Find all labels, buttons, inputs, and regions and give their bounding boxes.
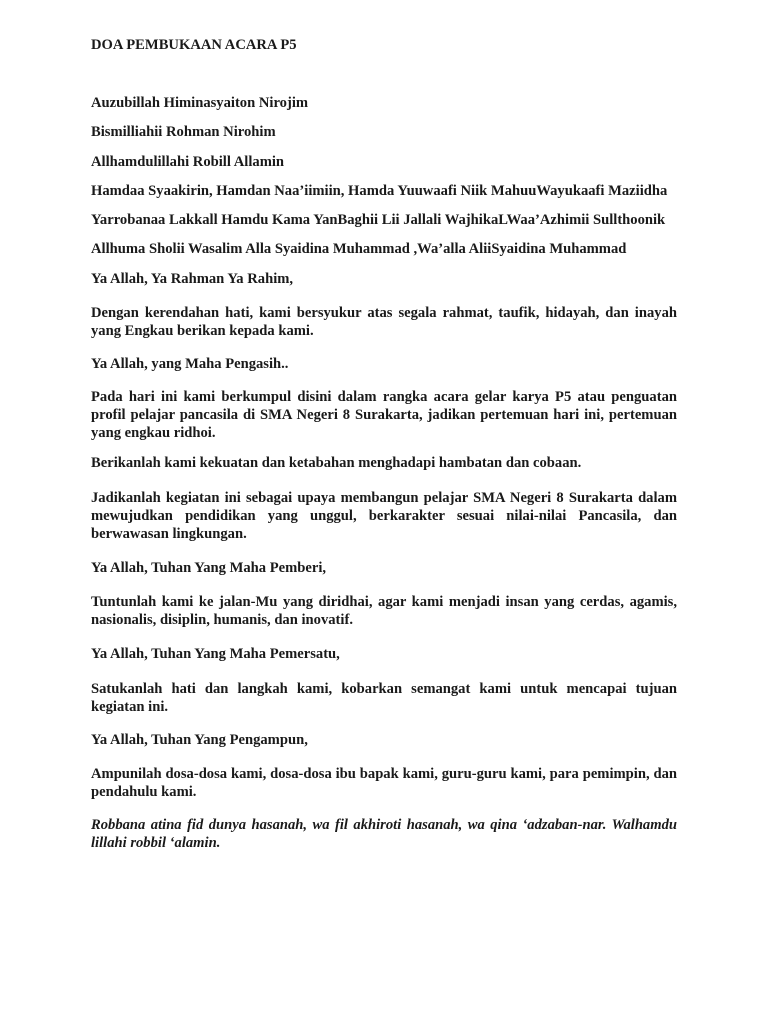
paragraph-kekuatan: Berikanlah kami kekuatan dan ketabahan menghadapi hambatan dan cobaan. [91, 455, 582, 471]
paragraph-yarrobanaa: Yarrobanaa Lakkall Hamdu Kama YanBaghii Lii Jallali WajhikaLWaa’Azhimii Sullthoonik [91, 212, 666, 228]
paragraph-maha-pemersatu: Ya Allah, Tuhan Yang Maha Pemersatu, [91, 646, 340, 662]
paragraph-auzubillah: Auzubillah Himinasyaiton Nirojim [91, 95, 309, 111]
paragraph-kegiatan: Jadikanlah kegiatan ini sebagai upaya membangun pelajar SMA Negeri 8 Surakarta dalam mewujudkan pendidikan yang unggul, berkarakter sesuai nilai-nilai Pancasila, dan berwawasan lingkungan. [91, 490, 677, 542]
paragraph-alhamdulillah: Allhamdulillahi Robill Allamin [91, 154, 285, 170]
paragraph-pengampun: Ya Allah, Tuhan Yang Pengampun, [91, 732, 308, 748]
paragraph-bismillah: Bismilliahii Rohman Nirohim [91, 124, 276, 140]
document-title: DOA PEMBUKAAN ACARA P5 [91, 37, 297, 53]
paragraph-hamdaa: Hamdaa Syaakirin, Hamdan Naa’iimiin, Hamda Yuuwaafi Niik MahuuWayukaafi Maziidha [91, 183, 668, 199]
document-body [91, 36, 677, 852]
paragraph-hari-ini: Pada hari ini kami berkumpul disini dalam rangka acara gelar karya P5 atau penguatan profil pelajar pancasila di SMA Negeri 8 Surakarta, jadikan pertemuan hari ini, pertemuan yang engkau ridhoi. [91, 389, 677, 441]
paragraph-tuntunlah: Tuntunlah kami ke jalan-Mu yang diridhai, agar kami menjadi insan yang cerdas, agamis, nasionalis, disiplin, humanis, dan inovatif. [91, 594, 677, 628]
paragraph-satukanlah: Satukanlah hati dan langkah kami, kobarkan semangat kami untuk mencapai tujuan kegiatan ini. [91, 681, 677, 715]
paragraph-sholawat: Allhuma Sholii Wasalim Alla Syaidina Muhammad ,Wa’alla AliiSyaidina Muhammad [91, 241, 627, 257]
paragraph-robbana: Robbana atina fid dunya hasanah, wa fil akhiroti hasanah, wa qina ‘adzaban-nar. Walhamdu lillahi robbil ‘alamin. [91, 817, 677, 851]
paragraph-ampunilah: Ampunilah dosa-dosa kami, dosa-dosa ibu bapak kami, guru-guru kami, para pemimpin, dan pendahulu kami. [91, 766, 677, 800]
paragraph-kerendahan-hati: Dengan kerendahan hati, kami bersyukur atas segala rahmat, taufik, hidayah, dan inayah yang Engkau berikan kepada kami. [91, 305, 677, 339]
paragraph-maha-pemberi: Ya Allah, Tuhan Yang Maha Pemberi, [91, 560, 327, 576]
paragraph-maha-pengasih: Ya Allah, yang Maha Pengasih.. [91, 356, 289, 372]
paragraph-ya-allah-rahim: Ya Allah, Ya Rahman Ya Rahim, [91, 271, 294, 287]
